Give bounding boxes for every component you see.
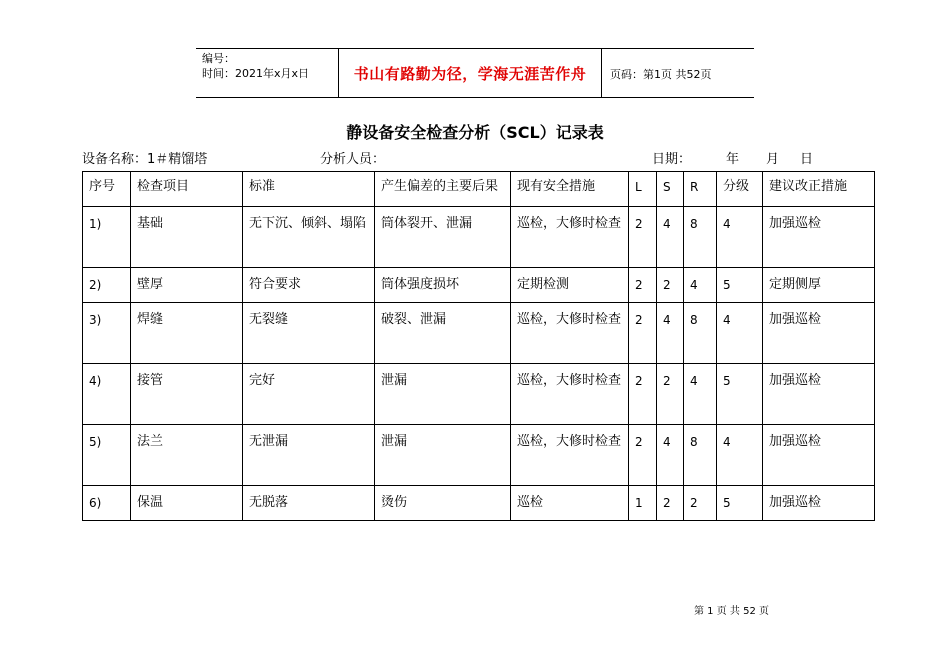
cell-standard: 无下沉、倾斜、塌陷 [243, 207, 375, 268]
cell-consequence: 泄漏 [375, 364, 511, 425]
cell-r: 8 [684, 303, 717, 364]
date-year: 年 [726, 152, 740, 167]
cell-r: 2 [684, 486, 717, 521]
cell-measure: 巡检，大修时检查 [511, 207, 629, 268]
col-header-item: 检查项目 [131, 172, 243, 207]
date-month: 月 [766, 152, 780, 167]
table-row [83, 364, 875, 425]
cell-s: 4 [657, 207, 684, 268]
header-left [202, 51, 309, 81]
scl-table [82, 171, 875, 521]
table-row [83, 303, 875, 364]
header-motto: 书山有路勤为径，学海无涯苦作舟 [338, 49, 602, 97]
cell-item: 法兰 [131, 425, 243, 486]
cell-s: 2 [657, 268, 684, 303]
cell-l: 1 [629, 486, 657, 521]
cell-suggestion: 定期侧厚 [763, 268, 875, 303]
col-header-suggestion: 建议改正措施 [763, 172, 875, 207]
cell-no: 5) [83, 425, 131, 486]
cell-l: 2 [629, 364, 657, 425]
cell-suggestion: 加强巡检 [763, 364, 875, 425]
cell-consequence: 烫伤 [375, 486, 511, 521]
cell-s: 4 [657, 425, 684, 486]
col-header-consequence: 产生偏差的主要后果 [375, 172, 511, 207]
cell-suggestion: 加强巡检 [763, 425, 875, 486]
header-date: 时间：2021年x月x日 [202, 67, 310, 80]
cell-standard: 无泄漏 [243, 425, 375, 486]
cell-consequence: 泄漏 [375, 425, 511, 486]
col-header-s: S [657, 172, 684, 207]
cell-item: 接管 [131, 364, 243, 425]
cell-grade: 4 [717, 425, 763, 486]
cell-r: 8 [684, 207, 717, 268]
header-page-code: 页码：第1页 共52页 [610, 68, 712, 81]
cell-l: 2 [629, 207, 657, 268]
table-row [83, 207, 875, 268]
analyst-label: 分析人员： [320, 152, 386, 167]
cell-s: 2 [657, 486, 684, 521]
cell-l: 2 [629, 303, 657, 364]
cell-no: 3) [83, 303, 131, 364]
table-row [83, 268, 875, 303]
cell-consequence: 筒体强度损坏 [375, 268, 511, 303]
col-header-grade: 分级 [717, 172, 763, 207]
cell-suggestion: 加强巡检 [763, 303, 875, 364]
cell-measure: 巡检，大修时检查 [511, 364, 629, 425]
cell-r: 4 [684, 268, 717, 303]
cell-standard: 符合要求 [243, 268, 375, 303]
cell-consequence: 筒体裂开、泄漏 [375, 207, 511, 268]
date-day: 日 [800, 152, 814, 167]
table-row [83, 425, 875, 486]
table-row [83, 486, 875, 521]
cell-item: 焊缝 [131, 303, 243, 364]
cell-consequence: 破裂、泄漏 [375, 303, 511, 364]
cell-grade: 5 [717, 364, 763, 425]
cell-measure: 定期检测 [511, 268, 629, 303]
equipment-name: 设备名称：1＃精馏塔 [82, 152, 208, 167]
cell-item: 保温 [131, 486, 243, 521]
cell-s: 4 [657, 303, 684, 364]
serial-label: 编号： [202, 52, 235, 65]
col-header-standard: 标准 [243, 172, 375, 207]
document-title: 静设备安全检查分析（SCL）记录表 [346, 123, 604, 142]
cell-s: 2 [657, 364, 684, 425]
cell-suggestion: 加强巡检 [763, 486, 875, 521]
date-label: 日期： [652, 152, 692, 167]
table-header-row [83, 172, 875, 207]
cell-no: 2) [83, 268, 131, 303]
cell-r: 4 [684, 364, 717, 425]
page-header [196, 48, 754, 98]
cell-no: 1) [83, 207, 131, 268]
cell-item: 基础 [131, 207, 243, 268]
cell-measure: 巡检，大修时检查 [511, 425, 629, 486]
cell-standard: 完好 [243, 364, 375, 425]
cell-standard: 无裂缝 [243, 303, 375, 364]
cell-grade: 4 [717, 207, 763, 268]
cell-suggestion: 加强巡检 [763, 207, 875, 268]
col-header-r: R [684, 172, 717, 207]
col-header-no: 序号 [83, 172, 131, 207]
page-footer: 第 1 页 共 52 页 [694, 606, 769, 617]
cell-measure: 巡检，大修时检查 [511, 303, 629, 364]
cell-grade: 5 [717, 486, 763, 521]
cell-item: 壁厚 [131, 268, 243, 303]
cell-standard: 无脱落 [243, 486, 375, 521]
cell-l: 2 [629, 425, 657, 486]
col-header-measure: 现有安全措施 [511, 172, 629, 207]
cell-grade: 4 [717, 303, 763, 364]
cell-no: 4) [83, 364, 131, 425]
col-header-l: L [629, 172, 657, 207]
cell-grade: 5 [717, 268, 763, 303]
cell-measure: 巡检 [511, 486, 629, 521]
cell-l: 2 [629, 268, 657, 303]
cell-r: 8 [684, 425, 717, 486]
cell-no: 6) [83, 486, 131, 521]
